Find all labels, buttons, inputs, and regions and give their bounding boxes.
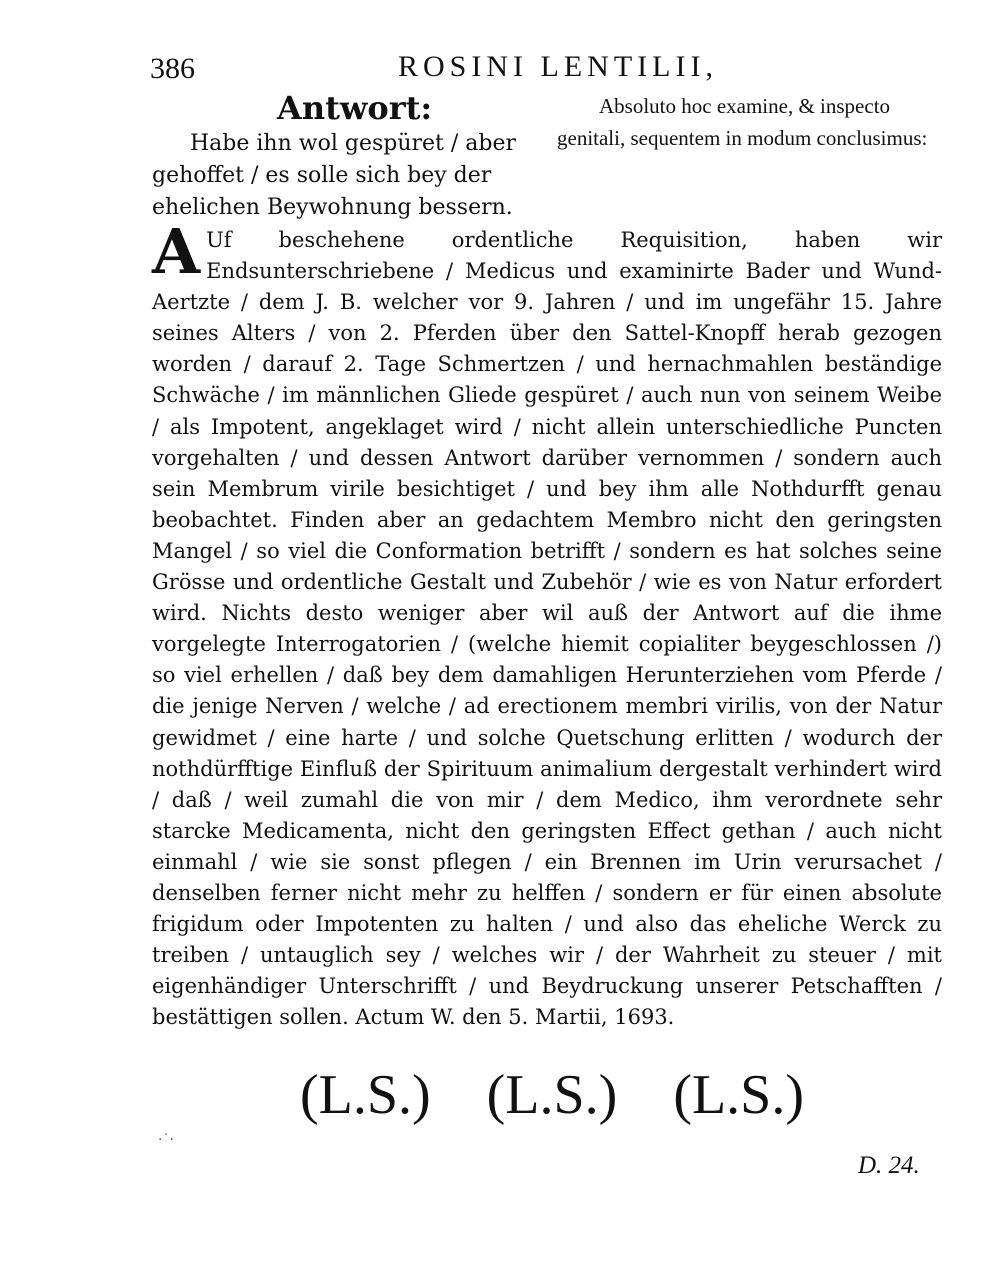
seal-row xyxy=(300,1060,820,1130)
drop-cap-initial: A xyxy=(152,215,201,288)
latin-column xyxy=(557,90,955,154)
main-body xyxy=(152,215,942,1033)
answer-column xyxy=(152,88,552,224)
latin-text: Absoluto hoc examine, & inspecto genitali, sequentem in modum conclusimus: xyxy=(557,94,928,150)
page-number: 386 xyxy=(150,52,195,85)
running-head: ROSINI LENTILII, xyxy=(398,50,718,83)
main-paragraph xyxy=(152,215,942,1033)
seal-mark: (L.S.) xyxy=(486,1064,618,1126)
signature-mark: D. 24. xyxy=(858,1152,920,1179)
print-speck: ·˙· xyxy=(158,1132,174,1148)
seal-mark: (L.S.) xyxy=(673,1064,804,1126)
answer-text: Habe ihn wol gespüret / aber gehoffet / es solle sich bey der ehelichen Beywohnung bessern. xyxy=(152,131,517,220)
answer-title: Antwort: xyxy=(277,89,433,127)
seal-mark: (L.S.) xyxy=(300,1064,431,1126)
main-paragraph-text: Uf beschehene ordentliche Requisition, haben wir Endsunterschriebene / Medicus und examinirte Bader und Wund-Aertzte / dem J. B. welcher vor 9. Jahren / und im ungefähr 15. Jahre seines Alters / von 2. Pferden über den Sattel-Knopff herab gezogen worden / darauf 2. Tage Schmertzen / und hernachmahlen beständige Schwäche / im männlichen Gliede gespüret / auch nun von seinem Weibe / als Impotent, angeklaget wird / nicht allein unterschiedliche Puncten vorgehalten / und dessen Antwort darüber vernommen / sondern auch sein Membrum virile besichtiget / und bey ihm alle Nothdurfft genau beobachtet. Finden aber an gedachtem Membro nicht den geringsten Mangel / so viel die Conformation betrifft / sondern es hat solches seine Grösse und ordentliche Gestalt und Zubehör / wie es von Natur erfordert wird. Nichts desto weniger aber wil auß der Antwort auf die ihme vorgelegte Interrogatorien / (welche hiemit copialiter beygeschlossen /) so viel erhellen / daß bey dem damahligen Herunterziehen vom Pferde / die jenige Nerven / welche / ad erectionem membri virilis, von der Natur gewidmet / eine harte / und solche Quetschung erlitten / wodurch der nothdürfftige Einfluß der Spirituum animalium dergestalt verhindert wird / daß / weil zumahl die von mir / dem Medico, ihm verordnete sehr starcke Medicamenta, nicht den geringsten Effect gethan / auch nicht einmahl / wie sie sonst pflegen / ein Brennen im Urin verursachet / denselben ferner nicht mehr zu helffen / sondern er für einen absolute frigidum oder Impotenten zu halten / und also das eheliche Werck zu treiben / untauglich sey / welches wir / der Wahrheit zu steuer / mit eigenhändiger Unterschrifft / und Beydruckung unserer Petschafften / bestättigen sollen. Actum W. den 5. Martii, 1693. xyxy=(152,228,942,1030)
